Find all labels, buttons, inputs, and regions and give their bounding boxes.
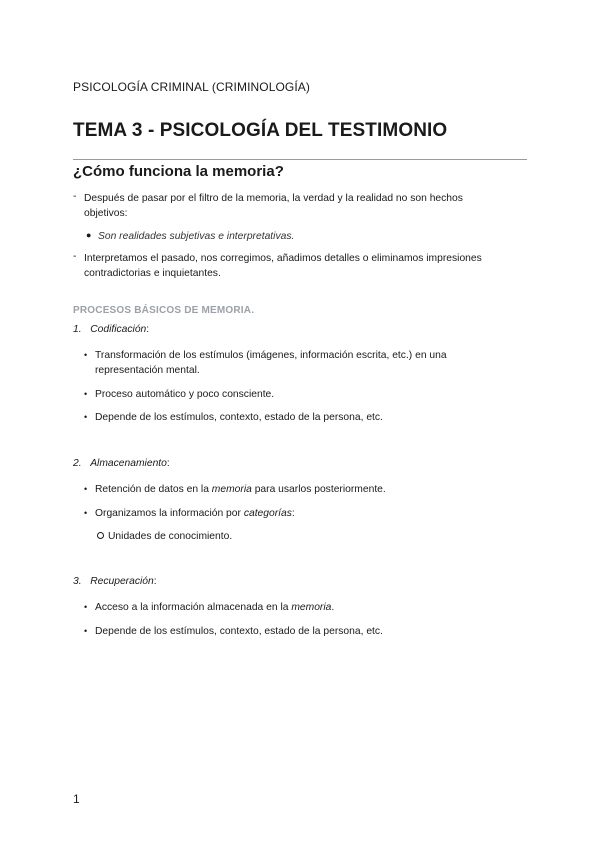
bullet-dot: • [84,602,88,612]
bullet-dot: • [84,484,88,494]
sub-bullet-text: Unidades de conocimiento. [108,531,233,542]
section-heading: ¿Cómo funciona la memoria? [73,163,284,180]
dash-marker: - [73,191,77,202]
bullet-dot: • [84,350,88,360]
list-title: Almacenamiento [90,458,167,469]
bullet-text: Organizamos la información por categorías: [95,508,295,519]
dash-marker: - [73,251,77,262]
bullet-text: Depende de los estímulos, contexto, estado de la persona, etc. [95,412,383,423]
bullet-text: Proceso automático y poco consciente. [95,389,275,400]
list-title: Recuperación [90,576,154,587]
list-item-header: 3. Recuperación: [73,576,157,587]
bullet-dot: • [84,389,88,399]
list-item-header: 2. Almacenamiento: [73,458,170,469]
subject-header: PSICOLOGÍA CRIMINAL (CRIMINOLOGÍA) [73,80,310,94]
page-number: 1 [73,792,80,806]
page-title: TEMA 3 - PSICOLOGÍA DEL TESTIMONIO [73,120,448,141]
list-item-header: 1. Codificación: [73,324,150,335]
list-number: 2. [73,458,82,469]
subsection-heading: PROCESOS BÁSICOS DE MEMORIA. [73,305,255,316]
bullet-text: representación mental. [95,365,200,376]
title-divider [73,159,527,160]
list-number: 1. [73,324,82,335]
paragraph-line: objetivos: [84,208,128,219]
paragraph-line: Después de pasar por el filtro de la memoria, la verdad y la realidad no son hechos [84,193,463,204]
bullet-dot: • [84,412,88,422]
bullet-text: Retención de datos en la memoria para usarlos posteriormente. [95,484,386,495]
bullet-dot: • [84,626,88,636]
circle-bullet [97,532,104,539]
bullet-dot: ● [86,230,92,240]
list-title: Codificación [90,324,147,335]
bullet-dot: • [84,508,88,518]
bullet-text: Acceso a la información almacenada en la memoria. [95,602,335,613]
bullet-text: Depende de los estímulos, contexto, estado de la persona, etc. [95,626,383,637]
paragraph-line: Interpretamos el pasado, nos corregimos, añadimos detalles o eliminamos impresiones [84,253,482,264]
bullet-text: Transformación de los estímulos (imágenes, información escrita, etc.) en una [95,350,447,361]
sub-bullet-text: Son realidades subjetivas e interpretativas. [98,231,295,242]
list-number: 3. [73,576,82,587]
paragraph-line: contradictorias e inquietantes. [84,268,221,279]
